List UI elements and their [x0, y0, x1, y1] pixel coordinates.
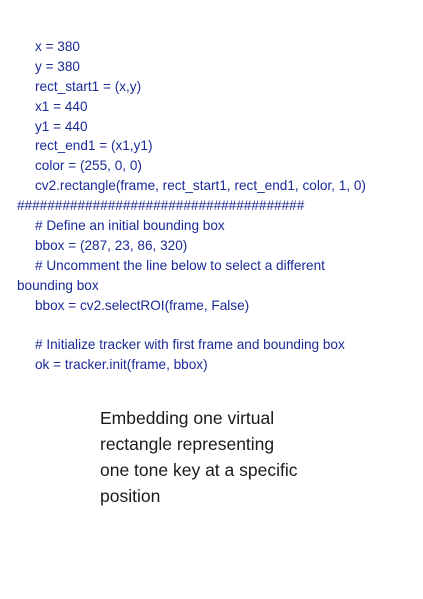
code-line: ok = tracker.init(frame, bbox) [35, 357, 208, 373]
code-line: x = 380 [35, 39, 80, 54]
caption-line: one tone key at a specific [100, 460, 298, 480]
caption-line: Embedding one virtual [100, 408, 275, 428]
code-comment-line: # Initialize tracker with first frame and bounding box [35, 337, 345, 353]
code-line: cv2.rectangle(frame, rect_start1, rect_end1, color, 1, 0) [35, 178, 366, 194]
caption-line: position [100, 486, 161, 506]
code-line: color = (255, 0, 0) [35, 158, 142, 174]
caption-line: rectangle representing [100, 434, 275, 454]
code-separator-line: ###################################### [17, 198, 305, 214]
code-line: y = 380 [35, 58, 80, 74]
code-comment-continuation: bounding box [17, 277, 99, 293]
code-line: bbox = (287, 23, 86, 320) [35, 237, 188, 253]
code-line: bbox = cv2.selectROI(frame, False) [35, 297, 250, 313]
code-comment-line: # Define an initial bounding box [35, 218, 225, 234]
code-snippet [0, 37, 423, 375]
code-comment-line: # Uncomment the line below to select a different [35, 257, 325, 273]
caption-text [100, 405, 400, 509]
code-line: y1 = 440 [35, 118, 88, 134]
code-line: rect_end1 = (x1,y1) [35, 138, 153, 154]
code-line: x1 = 440 [35, 98, 88, 114]
code-blank-line [0, 315, 423, 335]
code-line: rect_start1 = (x,y) [35, 78, 142, 94]
